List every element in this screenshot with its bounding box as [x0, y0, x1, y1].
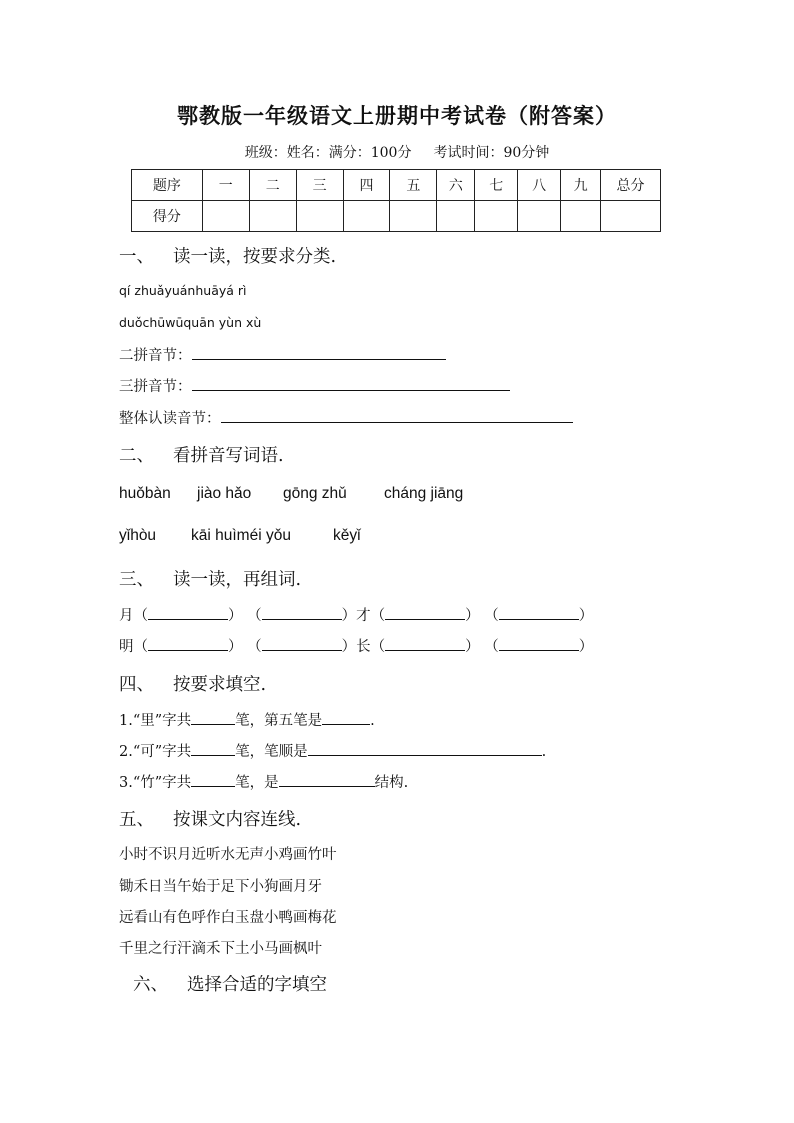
- fill-question-2: 2.“可”字共 笔，笔顺是 .: [119, 740, 546, 761]
- table-cell: 题序: [132, 170, 203, 201]
- exam-info-line: [0, 142, 794, 162]
- score-cell[interactable]: [561, 201, 601, 232]
- answer-line[interactable]: [385, 636, 465, 651]
- score-cell[interactable]: [518, 201, 561, 232]
- answer-line[interactable]: [192, 345, 446, 360]
- table-cell: 二: [249, 170, 296, 201]
- score-cell[interactable]: [249, 201, 296, 232]
- answer-line[interactable]: [385, 605, 465, 620]
- table-cell: 四: [343, 170, 390, 201]
- category-whole-syllable: 整体认读音节：: [119, 407, 573, 428]
- name-label: 姓名：: [286, 145, 329, 161]
- answer-line[interactable]: [148, 605, 228, 620]
- answer-line[interactable]: [262, 605, 342, 620]
- table-cell: 六: [437, 170, 475, 201]
- answer-line[interactable]: [499, 605, 579, 620]
- score-cell[interactable]: [390, 201, 437, 232]
- score-cell[interactable]: [475, 201, 518, 232]
- table-cell: 得分: [132, 201, 203, 232]
- matching-line: 锄禾日当午始于足下小狗画月牙: [119, 879, 322, 895]
- answer-line[interactable]: [221, 408, 573, 423]
- pinyin-word: huǒbàn: [119, 485, 171, 502]
- section-4-heading: 四、 按要求填空.: [119, 675, 267, 695]
- answer-line[interactable]: [322, 710, 370, 725]
- fill-question-1: 1.“里”字共 笔，第五笔是 .: [119, 709, 375, 730]
- answer-line[interactable]: [191, 741, 235, 756]
- score-cell[interactable]: [601, 201, 661, 232]
- score-table-header-row: [132, 170, 661, 201]
- class-label: 班级：: [244, 145, 287, 161]
- pinyin-line-2: duǒchūwūquān yùn xù: [119, 315, 262, 330]
- exam-title: 鄂教版一年级语文上册期中考试卷（附答案）: [177, 103, 617, 128]
- category-two-syllable: 二拼音节：: [119, 344, 446, 365]
- answer-line[interactable]: [191, 772, 235, 787]
- score-cell[interactable]: [343, 201, 390, 232]
- pinyin-word: gōng zhǔ: [283, 485, 347, 502]
- table-cell: 九: [561, 170, 601, 201]
- table-cell: 一: [202, 170, 249, 201]
- answer-line[interactable]: [192, 376, 510, 391]
- answer-line[interactable]: [499, 636, 579, 651]
- table-cell: 八: [518, 170, 561, 201]
- section-3-heading: 三、 读一读，再组词.: [119, 570, 302, 590]
- answer-line[interactable]: [279, 772, 375, 787]
- section-2-heading: 二、 看拼音写词语.: [119, 446, 284, 466]
- pinyin-word: cháng jiāng: [384, 485, 464, 502]
- answer-line[interactable]: [308, 741, 542, 756]
- score-cell[interactable]: [437, 201, 475, 232]
- score-table-score-row: [132, 201, 661, 232]
- answer-line[interactable]: [262, 636, 342, 651]
- score-cell[interactable]: [296, 201, 343, 232]
- word-building-row-2: 明（ ） （ ）长（ ） （ ）: [119, 635, 593, 656]
- matching-line: 千里之行汗滴禾下土小马画枫叶: [119, 941, 322, 957]
- exam-time-label: 考试时间：90分钟: [433, 145, 550, 161]
- pinyin-word: kěyǐ: [333, 527, 361, 544]
- pinyin-line-1: qí zhuǎyuánhuāyá rì: [119, 283, 247, 298]
- pinyin-word: jiào hǎo: [197, 485, 252, 502]
- table-cell: 五: [390, 170, 437, 201]
- fill-question-3: 3.“竹”字共 笔，是 结构.: [119, 771, 408, 792]
- full-score-label: 满分：100分: [328, 145, 412, 161]
- answer-line[interactable]: [148, 636, 228, 651]
- pinyin-word: kāi huìméi yǒu: [191, 527, 291, 544]
- table-cell: 总分: [601, 170, 661, 201]
- section-1-heading: 一、 读一读，按要求分类.: [119, 247, 337, 267]
- section-6-heading: 六、 选择合适的字填空: [133, 975, 327, 995]
- table-cell: 三: [296, 170, 343, 201]
- answer-line[interactable]: [191, 710, 235, 725]
- table-cell: 七: [475, 170, 518, 201]
- score-cell[interactable]: [202, 201, 249, 232]
- pinyin-word: yǐhòu: [119, 527, 157, 544]
- score-table: [131, 169, 661, 232]
- matching-line: 远看山有色呼作白玉盘小鸭画梅花: [119, 910, 337, 926]
- section-5-heading: 五、 按课文内容连线.: [119, 810, 302, 830]
- word-building-row-1: 月（ ） （ ）才（ ） （ ）: [119, 604, 593, 625]
- category-three-syllable: 三拼音节：: [119, 375, 510, 396]
- matching-line: 小时不识月近听水无声小鸡画竹叶: [119, 847, 337, 863]
